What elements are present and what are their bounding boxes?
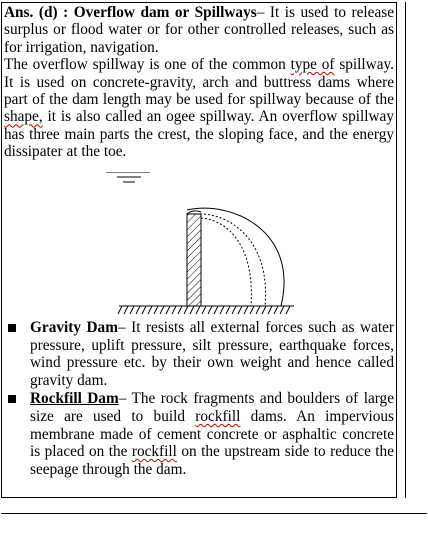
- spillway-diagram: [103, 172, 303, 317]
- p2-part-2: spillway. It is used on concrete-gravity, arch and buttress dams where part of the dam length may be used for spillway because of the: [4, 56, 394, 109]
- answer-paragraph-1: [4, 4, 394, 56]
- rockfill-word-2: rockfill: [131, 443, 177, 461]
- nappe-outer-curve: [187, 208, 284, 306]
- dam-wall: [187, 214, 201, 306]
- bullet-text-b: dams. An impervious membrane made of cement concrete or asphaltic concrete is placed on the: [30, 407, 394, 461]
- bullet-title: Rockfill Dam: [30, 390, 119, 408]
- bullet-title: Gravity Dam: [30, 319, 118, 336]
- bullet-gravity-dam: [4, 319, 394, 389]
- p2-shape-word: shape,: [4, 108, 43, 126]
- water-level-symbol: [106, 172, 150, 182]
- nappe-dashed-curve-1: [196, 214, 266, 306]
- p2-type-word: type of: [290, 56, 335, 74]
- column-divider: [405, 2, 406, 498]
- p2-part-1: The overflow spillway is one of the common: [4, 56, 291, 74]
- rockfill-word-1: rockfill: [195, 407, 241, 425]
- answer-paragraph-2: [4, 56, 394, 160]
- bullet-text-a: – The rock fragments and boulders of large size are used to build: [30, 390, 394, 425]
- bullet-list: [4, 319, 394, 479]
- ground-hatching: [118, 306, 290, 314]
- p2-part-3: it is also called an ogee spillway. An overflow spillway has three main parts the crest, the sloping face, and the energy dissipater at the toe.: [4, 108, 394, 161]
- bullet-text-c: on the upstream side to reduce the seepage through the dam.: [30, 443, 394, 478]
- bullet-rockfill-dam: [4, 390, 394, 478]
- bullet-square-icon: [8, 395, 16, 403]
- nappe-dashed-curve-2: [201, 218, 251, 306]
- answer-text: [4, 4, 394, 161]
- bullet-square-icon: [8, 324, 16, 332]
- answer-intro: – It is used to release surplus or flood water or for other controlled releases, such as for irrigation, navigation.: [4, 4, 394, 56]
- bottom-rule: [1, 513, 427, 514]
- answer-label: Ans. (d) : Overflow dam or Spillways: [4, 4, 257, 21]
- bullet-text: – It resists all external forces such as water pressure, uplift pressure, silt pressure, earthquake forces, wind pressure etc. by their own weight and hence called gravity dam.: [30, 319, 394, 389]
